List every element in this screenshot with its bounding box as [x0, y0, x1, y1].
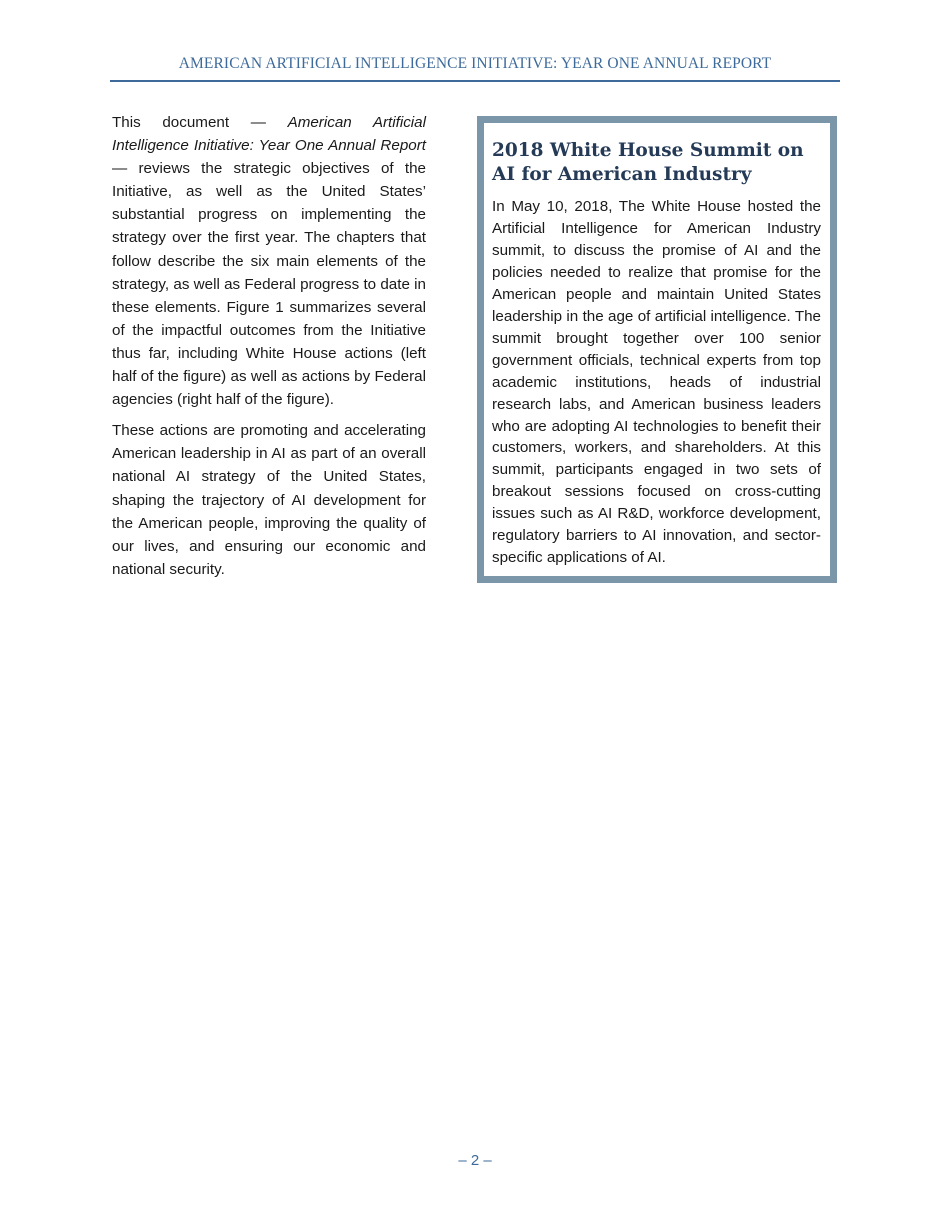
header-rule [110, 80, 840, 82]
intro-rest: — reviews the strategic objectives of the Initiative, as well as the United States’ substantial progress on implementing the strategy over the first year. The chapters that follow describe the six main elements of the strategy, as well as Federal progress to date in these elements. Figure 1 summarizes several of the impactful outcomes from the Initiative thus far, including White House actions (left half of the figure) as well as actions by Federal agencies (right half of the figure). [112, 160, 426, 409]
page-number: – 2 – [458, 1152, 492, 1169]
body-text-column [112, 111, 426, 589]
report-title-italic: American Artificial Intelligence Initiative: Year One Annual Report [112, 114, 426, 155]
sidebar-content [484, 123, 830, 576]
sidebar-body-text: In May 10, 2018, The White House hosted the Artificial Intelligence for American Industry summit, to discuss the promise of AI and the policies needed to realize that promise for the American people and maintain United States leadership in the age of artificial intelligence. The summit brought together over 100 senior government officials, technical experts from top academic institutions, heads of industrial research labs, and American business leaders who are adopting AI technologies to benefit their customers, workers, and shareholders. At this summit, participants engaged in two sets of breakout sessions focused on cross-cutting issues such as AI R&D, workforce development, regulatory barriers to AI innovation, and sector-specific applications of AI. [492, 198, 821, 567]
running-header: AMERICAN ARTIFICIAL INTELLIGENCE INITIATIVE: YEAR ONE ANNUAL REPORT [178, 55, 772, 72]
intro-paragraph [112, 111, 426, 411]
second-paragraph: These actions are promoting and accelerating American leadership in AI as part of an overall national AI strategy of the United States, shaping the trajectory of AI development for the American people, improving the quality of our lives, and ensuring our economic and national security. [112, 422, 426, 578]
sidebar-title: 2018 White House Summit on AI for American Industry [492, 140, 804, 185]
intro-lead: This document — [112, 114, 288, 131]
summit-sidebar-box [477, 116, 837, 583]
